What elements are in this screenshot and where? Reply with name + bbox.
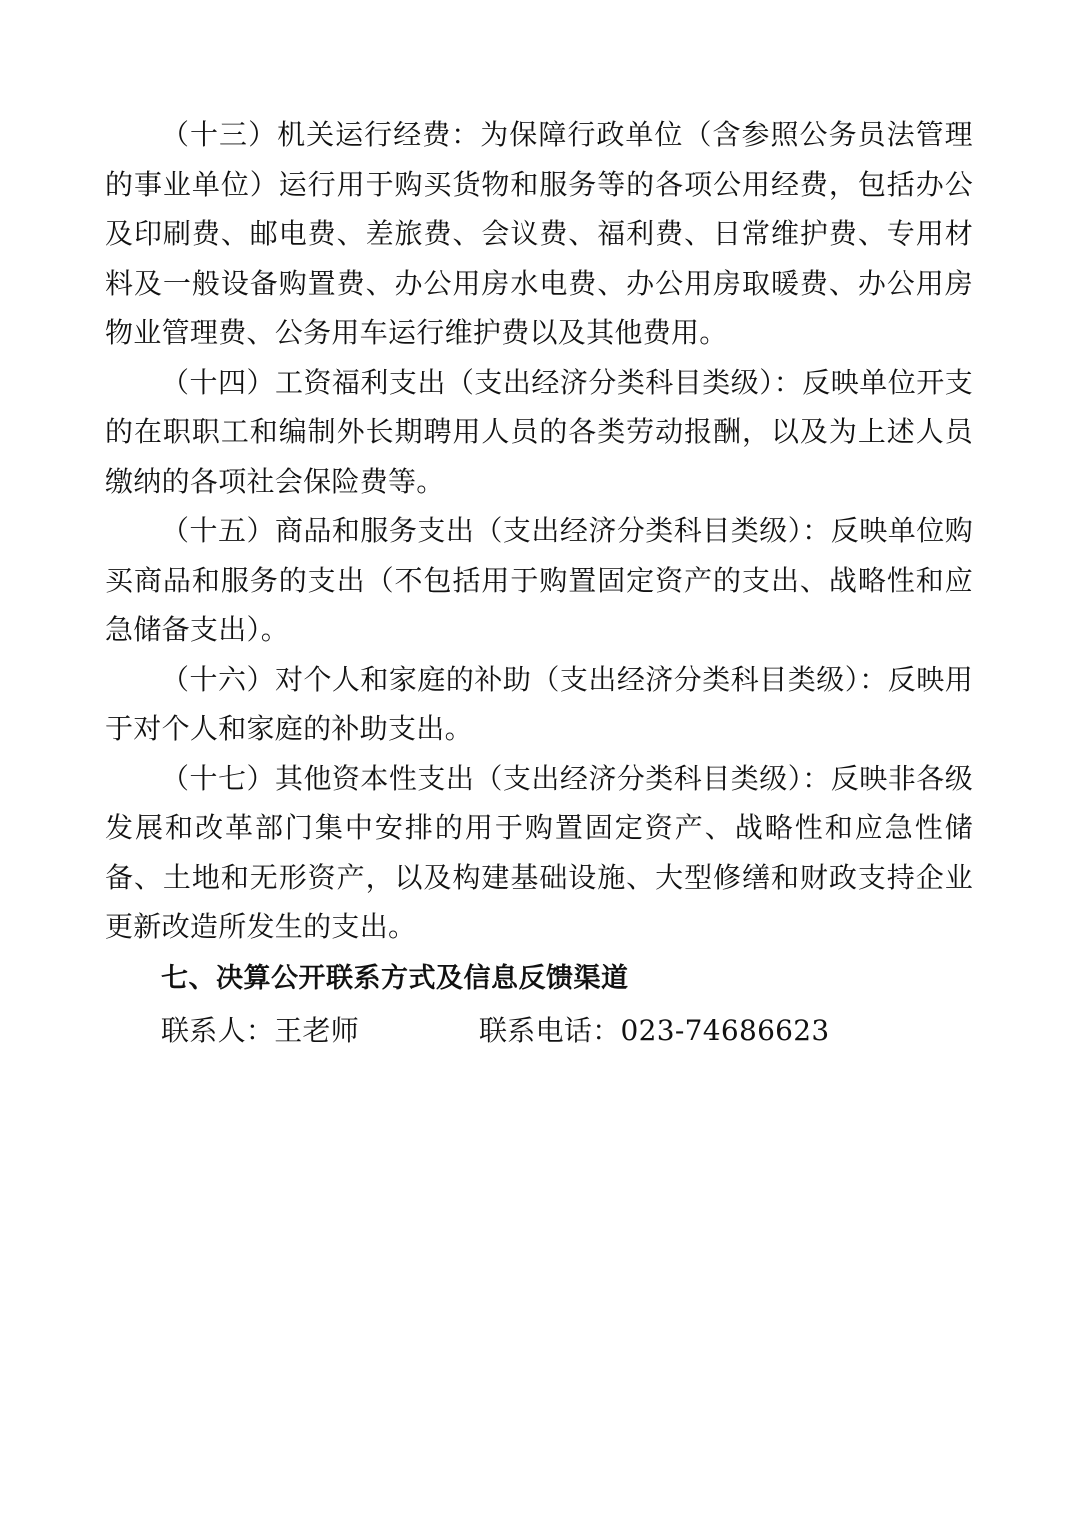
definition-term: （十七）其他资本性支出（支出经济分类科目类级）： [161, 761, 831, 795]
definition-paragraph-15 [105, 506, 973, 655]
contact-line [105, 1006, 973, 1056]
definition-body: 反映用于对个人和家庭的补助支出。 [105, 662, 973, 745]
definition-body: 反映单位开支的在职职工和编制外长期聘用人员的各类劳动报酬，以及为上述人员缴纳的各项社会保险费等。 [105, 365, 973, 498]
definition-term: （十四）工资福利支出（支出经济分类科目类级）： [161, 365, 803, 399]
definition-body: 为保障行政单位（含参照公务员法管理的事业单位）运行用于购买货物和服务等的各项公用经费，包括办公及印刷费、邮电费、差旅费、会议费、福利费、日常维护费、专用材料及一般设备购置费、办公用房水电费、办公用房取暖费、办公用房物业管理费、公务用车运行维护费以及其他费用。 [105, 118, 973, 349]
document-page [105, 110, 973, 1056]
contact-phone: 联系电话：023-74686623 [479, 1013, 830, 1047]
contact-person: 联系人：王老师 [161, 1013, 360, 1047]
definition-paragraph-17 [105, 754, 973, 952]
definition-paragraph-14 [105, 358, 973, 507]
definition-body: 反映单位购买商品和服务的支出（不包括用于购置固定资产的支出、战略性和应急储备支出）。 [105, 514, 973, 646]
definition-paragraph-13 [105, 110, 973, 358]
definition-term: （十六）对个人和家庭的补助（支出经济分类科目类级）： [161, 662, 888, 696]
definition-term: （十三）机关运行经费： [161, 118, 481, 151]
definition-body: 反映非各级发展和改革部门集中安排的用于购置固定资产、战略性和应急性储备、土地和无形资产，以及构建基础设施、大型修缮和财政支持企业更新改造所发生的支出。 [105, 761, 973, 943]
section-heading: 七、决算公开联系方式及信息反馈渠道 [161, 962, 629, 994]
definition-paragraph-16 [105, 655, 973, 754]
definition-term: （十五）商品和服务支出（支出经济分类科目类级）： [161, 514, 831, 547]
